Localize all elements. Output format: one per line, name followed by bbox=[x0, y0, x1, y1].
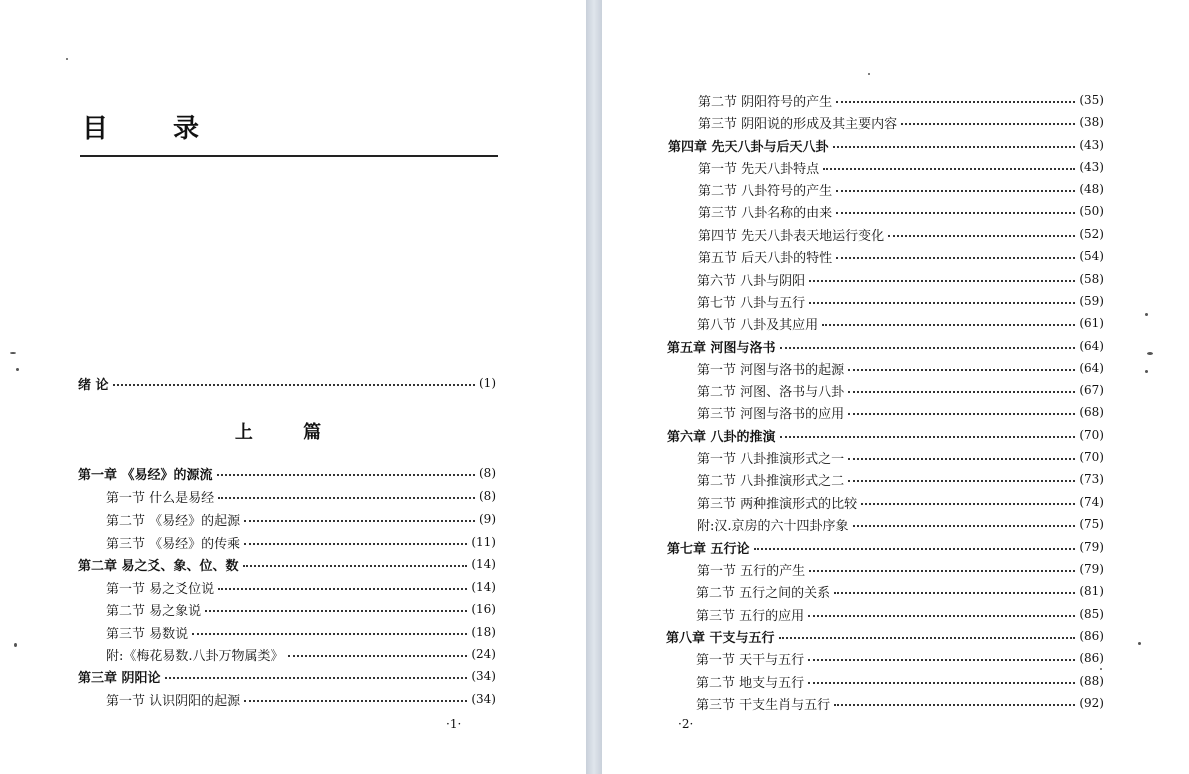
toc-section-entry bbox=[106, 644, 496, 664]
toc-section-entry bbox=[697, 269, 1104, 289]
toc-entry-title: 第一节 河图与洛书的起源 bbox=[697, 362, 845, 378]
toc-entry-title: 附:汉.京房的六十四卦序象 bbox=[697, 518, 849, 534]
toc-entry-page: (85) bbox=[1079, 607, 1104, 621]
toc-chapter-entry bbox=[668, 135, 1104, 155]
toc-entry-page: (64) bbox=[1079, 361, 1104, 375]
toc-entry-page: (79) bbox=[1079, 540, 1104, 554]
toc-section-entry bbox=[697, 313, 1104, 333]
dot-leader bbox=[244, 519, 475, 522]
dot-leader bbox=[218, 496, 475, 499]
toc-entry-page: (67) bbox=[1079, 383, 1104, 397]
document-page-1 bbox=[0, 0, 586, 774]
toc-section-entry bbox=[696, 604, 1104, 624]
toc-entry-title: 第二节 八卦推演形式之二 bbox=[697, 473, 845, 489]
toc-section-entry bbox=[697, 469, 1104, 489]
toc-entry-title: 第一节 什么是易经 bbox=[106, 490, 215, 506]
toc-entry-title: 第七节 八卦与五行 bbox=[697, 295, 806, 311]
dot-leader bbox=[217, 473, 475, 476]
dot-leader bbox=[218, 587, 467, 590]
scan-speck bbox=[868, 73, 870, 75]
dot-leader bbox=[780, 435, 1076, 438]
toc-entry-page: (9) bbox=[479, 512, 496, 526]
toc-section-entry bbox=[698, 112, 1104, 132]
toc-entry-title: 绪 论 bbox=[78, 377, 109, 393]
toc-section-entry bbox=[697, 559, 1104, 579]
toc-entry-title: 附:《梅花易数.八卦万物属类》 bbox=[106, 648, 284, 664]
dot-leader bbox=[848, 390, 1075, 393]
toc-entry-page: (11) bbox=[471, 535, 496, 549]
toc-section-entry bbox=[697, 291, 1104, 311]
toc-entry-title: 第六章 八卦的推演 bbox=[667, 429, 776, 445]
toc-entry-title: 第六节 八卦与阴阳 bbox=[697, 273, 806, 289]
dot-leader bbox=[834, 591, 1075, 594]
toc-entry-title: 第八章 干支与五行 bbox=[666, 630, 775, 646]
toc-entry-page: (64) bbox=[1079, 339, 1104, 353]
dot-leader bbox=[861, 502, 1075, 505]
dot-leader bbox=[848, 412, 1075, 415]
toc-section-entry bbox=[697, 358, 1104, 378]
toc-entry-page: (86) bbox=[1079, 629, 1104, 643]
dot-leader bbox=[779, 636, 1076, 639]
dot-leader bbox=[848, 368, 1075, 371]
dot-leader bbox=[244, 542, 467, 545]
dot-leader bbox=[165, 676, 468, 679]
toc-section-entry bbox=[698, 201, 1104, 221]
toc-entry-title: 第二章 易之爻、象、位、数 bbox=[78, 558, 239, 574]
toc-entry-page: (75) bbox=[1079, 517, 1104, 531]
dot-leader bbox=[853, 524, 1076, 527]
toc-entry-title: 第二节 地支与五行 bbox=[696, 675, 805, 691]
toc-entry-title: 第一节 五行的产生 bbox=[697, 563, 806, 579]
toc-entry-title: 第一节 认识阴阳的起源 bbox=[106, 693, 241, 709]
toc-entry-page: (24) bbox=[471, 647, 496, 661]
toc-entry-page: (35) bbox=[1079, 93, 1104, 107]
toc-entry-title: 第三节 两种推演形式的比较 bbox=[697, 496, 858, 512]
dot-leader bbox=[888, 234, 1075, 237]
dot-leader bbox=[833, 145, 1076, 148]
toc-entry-page: (74) bbox=[1079, 495, 1104, 509]
toc-entry-title: 第三节 阴阳说的形成及其主要内容 bbox=[698, 116, 898, 132]
toc-section-entry bbox=[698, 90, 1104, 110]
toc-entry-title: 第三节 五行的应用 bbox=[696, 608, 805, 624]
scan-speck bbox=[10, 352, 16, 354]
toc-entry-title: 第七章 五行论 bbox=[667, 541, 750, 557]
toc-entry-page: (70) bbox=[1079, 428, 1104, 442]
toc-chapter-entry bbox=[666, 626, 1104, 646]
dot-leader bbox=[808, 658, 1075, 661]
toc-entry-title: 第三节 《易经》的传乘 bbox=[106, 536, 241, 552]
dot-leader bbox=[809, 569, 1075, 572]
toc-section-entry bbox=[106, 689, 496, 709]
toc-intro-entry bbox=[78, 373, 496, 393]
page-title: 目 录 bbox=[82, 114, 228, 144]
toc-entry-page: (1) bbox=[479, 376, 496, 390]
toc-entry-page: (81) bbox=[1079, 584, 1104, 598]
toc-entry-page: (48) bbox=[1079, 182, 1104, 196]
toc-section-entry bbox=[106, 599, 496, 619]
scan-speck bbox=[1145, 313, 1148, 316]
toc-entry-page: (16) bbox=[471, 602, 496, 616]
toc-section-entry bbox=[698, 179, 1104, 199]
toc-entry-page: (52) bbox=[1079, 227, 1104, 241]
scan-speck bbox=[1138, 642, 1141, 645]
toc-entry-title: 第五节 后天八卦的特性 bbox=[698, 250, 833, 266]
dot-leader bbox=[823, 167, 1075, 170]
toc-entry-page: (38) bbox=[1079, 115, 1104, 129]
scan-speck bbox=[1100, 668, 1102, 670]
toc-entry-title: 第四节 先天八卦表天地运行变化 bbox=[698, 228, 885, 244]
page-gutter bbox=[586, 0, 602, 774]
toc-chapter-entry bbox=[78, 554, 496, 574]
toc-entry-title: 第二节 易之象说 bbox=[106, 603, 202, 619]
toc-entry-page: (34) bbox=[471, 692, 496, 706]
dot-leader bbox=[244, 699, 467, 702]
toc-section-entry bbox=[106, 509, 496, 529]
toc-section-entry bbox=[696, 648, 1104, 668]
toc-entry-page: (8) bbox=[479, 489, 496, 503]
toc-entry-page: (43) bbox=[1079, 160, 1104, 174]
toc-entry-title: 第一节 天干与五行 bbox=[696, 652, 805, 668]
dot-leader bbox=[780, 346, 1076, 349]
toc-section-entry bbox=[698, 157, 1104, 177]
dot-leader bbox=[205, 609, 467, 612]
scan-speck bbox=[14, 643, 17, 647]
dot-leader bbox=[901, 122, 1075, 125]
toc-entry-page: (59) bbox=[1079, 294, 1104, 308]
toc-entry-page: (43) bbox=[1079, 138, 1104, 152]
dot-leader bbox=[113, 383, 475, 386]
dot-leader bbox=[808, 614, 1075, 617]
scan-speck bbox=[1147, 352, 1153, 355]
toc-entry-title: 第二节 八卦符号的产生 bbox=[698, 183, 833, 199]
dot-leader bbox=[836, 100, 1075, 103]
page-number: ·1· bbox=[446, 717, 462, 731]
toc-entry-title: 第一节 先天八卦特点 bbox=[698, 161, 820, 177]
dot-leader bbox=[836, 189, 1075, 192]
toc-entry-title: 第五章 河图与洛书 bbox=[667, 340, 776, 356]
toc-section-entry bbox=[698, 246, 1104, 266]
dot-leader bbox=[822, 323, 1075, 326]
toc-section-entry bbox=[697, 492, 1104, 512]
toc-entry-page: (70) bbox=[1079, 450, 1104, 464]
toc-entry-title: 第一节 八卦推演形式之一 bbox=[697, 451, 845, 467]
toc-entry-title: 第三节 八卦名称的由来 bbox=[698, 205, 833, 221]
toc-entry-page: (92) bbox=[1079, 696, 1104, 710]
toc-entry-title: 第二节 河图、洛书与八卦 bbox=[697, 384, 845, 400]
toc-section-entry bbox=[697, 402, 1104, 422]
toc-entry-title: 第一节 易之爻位说 bbox=[106, 581, 215, 597]
part-heading: 上 篇 bbox=[234, 422, 344, 443]
toc-entry-page: (86) bbox=[1079, 651, 1104, 665]
toc-entry-title: 第三节 河图与洛书的应用 bbox=[697, 406, 845, 422]
toc-entry-title: 第三节 干支生肖与五行 bbox=[696, 697, 831, 713]
toc-entry-title: 第三节 易数说 bbox=[106, 626, 189, 642]
toc-section-entry bbox=[698, 224, 1104, 244]
toc-section-entry bbox=[106, 532, 496, 552]
dot-leader bbox=[848, 457, 1075, 460]
dot-leader bbox=[836, 256, 1075, 259]
toc-section-entry bbox=[106, 486, 496, 506]
toc-entry-page: (54) bbox=[1079, 249, 1104, 263]
toc-entry-title: 第二节 阴阳符号的产生 bbox=[698, 94, 833, 110]
toc-entry-page: (18) bbox=[471, 625, 496, 639]
document-page-2 bbox=[602, 0, 1189, 774]
toc-entry-page: (8) bbox=[479, 466, 496, 480]
toc-section-entry bbox=[696, 581, 1104, 601]
toc-entry-page: (50) bbox=[1079, 204, 1104, 218]
dot-leader bbox=[848, 479, 1075, 482]
dot-leader bbox=[288, 654, 468, 657]
toc-entry-title: 第三章 阴阳论 bbox=[78, 670, 161, 686]
toc-entry-page: (79) bbox=[1079, 562, 1104, 576]
toc-section-entry bbox=[696, 671, 1104, 691]
toc-entry-page: (34) bbox=[471, 669, 496, 683]
toc-entry-title: 第一章 《易经》的源流 bbox=[78, 467, 213, 483]
toc-chapter-entry bbox=[667, 336, 1104, 356]
dot-leader bbox=[836, 211, 1075, 214]
scan-speck bbox=[1145, 370, 1148, 373]
toc-entry-page: (14) bbox=[471, 580, 496, 594]
toc-section-entry bbox=[697, 447, 1104, 467]
toc-chapter-entry bbox=[667, 425, 1104, 445]
title-underline bbox=[80, 155, 498, 157]
toc-section-entry bbox=[106, 577, 496, 597]
dot-leader bbox=[808, 681, 1075, 684]
toc-entry-page: (73) bbox=[1079, 472, 1104, 486]
toc-section-entry bbox=[697, 514, 1104, 534]
scan-speck bbox=[66, 58, 68, 60]
scan-speck bbox=[16, 368, 19, 371]
toc-entry-page: (58) bbox=[1079, 272, 1104, 286]
toc-chapter-entry bbox=[78, 666, 496, 686]
dot-leader bbox=[754, 547, 1076, 550]
dot-leader bbox=[809, 301, 1075, 304]
toc-section-entry bbox=[106, 622, 496, 642]
dot-leader bbox=[809, 279, 1075, 282]
dot-leader bbox=[834, 703, 1075, 706]
toc-entry-title: 第二节 五行之间的关系 bbox=[696, 585, 831, 601]
toc-entry-title: 第四章 先天八卦与后天八卦 bbox=[668, 139, 829, 155]
page-number: ·2· bbox=[678, 717, 694, 731]
toc-entry-title: 第八节 八卦及其应用 bbox=[697, 317, 819, 333]
dot-leader bbox=[243, 564, 468, 567]
toc-entry-page: (61) bbox=[1079, 316, 1104, 330]
toc-chapter-entry bbox=[78, 463, 496, 483]
toc-entry-page: (14) bbox=[471, 557, 496, 571]
dot-leader bbox=[192, 632, 467, 635]
toc-entry-title: 第二节 《易经》的起源 bbox=[106, 513, 241, 529]
toc-chapter-entry bbox=[667, 537, 1104, 557]
toc-section-entry bbox=[696, 693, 1104, 713]
toc-entry-page: (88) bbox=[1079, 674, 1104, 688]
toc-entry-page: (68) bbox=[1079, 405, 1104, 419]
toc-section-entry bbox=[697, 380, 1104, 400]
